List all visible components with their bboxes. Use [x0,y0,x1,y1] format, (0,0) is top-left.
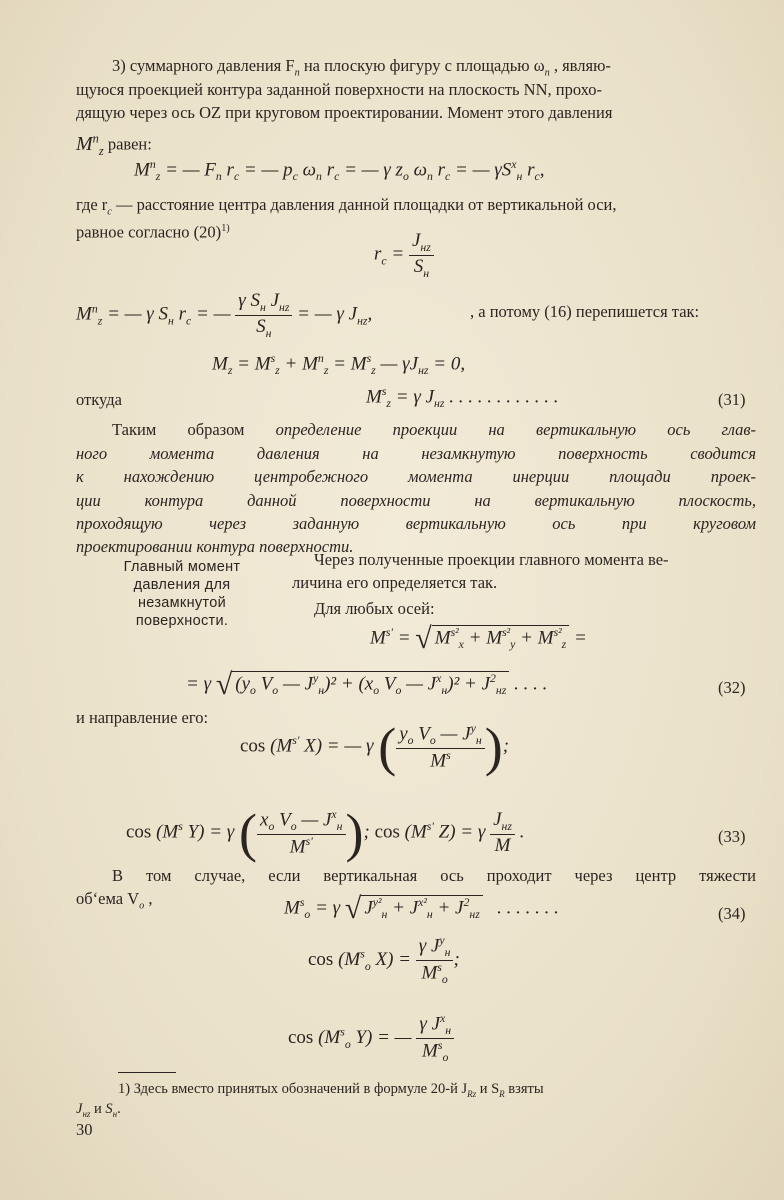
eq-number-32: (32) [718,678,746,697]
text-line-1: 3) суммарного давления $F_n$ на плоскую фигуру с площадью $\omega_n$ , являю- [112,56,611,79]
text-line-11: к нахождению центробежного момента инерции площади проек- [76,467,756,486]
text-line-12: ции контура данной поверхности на вертикальную плоскость, [76,491,756,510]
text-line-5: где $r_c$ — расстояние центра давления данной площадки от вертикальной оси, [76,195,617,218]
equation-moment-n: $M^n_z$ = — $F_n$ $r_c$ = — $p_c$ $\omega_n$ $r_c$ = — γ $z_o$ $\omega_n$ $r_c$ = — $\gamma S^x_н$ $r_c$, [134,158,545,184]
text-line-4: $M^n_z$ равен: [76,131,152,158]
equation-31: $M^s_z = \gamma$ $J_{нz}$ . . . . . . . . . . . . [366,385,559,411]
eq-number-33: (33) [718,827,746,846]
eq-number-34: (34) [718,904,746,923]
text-line-10: ного момента давления на незамкнутую поверхность сводится [76,444,756,463]
text-line-14: проектировании контура поверхности. [76,537,354,556]
text-line-18: и направление его: [76,708,209,727]
equation-cos-x: $\cos (M^{s'}$ X) = — γ ( $\frac{y_o V_o — J^y_н}{M^s}$ ); [240,717,510,777]
text-line-7: , а потому (16) перепишется так: [470,302,700,321]
eq-number-31: (31) [718,390,746,409]
equation-ms: $M^{s'}$ = √ $M^{s^2}_x + M^{s^2}_y + M^{s^2}_z$ = [370,622,587,655]
margin-heading: Главный момент давления для незамкнутой поверхности. [123,559,241,629]
equation-moment-n-2: $M^n_z$ = — γ $S_н$ $r_c$ = — $\frac{\gamma S_н J_{нz}}{S_н}$ = — γ $J_{нz}$, [76,290,373,340]
page-number: 30 [76,1120,93,1139]
text-line-17: Для любых осей: [314,599,435,618]
text-line-2: щуюся проекцией контура заданной поверхности на плоскость NN, прохо- [76,80,603,99]
footnote-line-2: $J_{нz}$ и $S_н$. [76,1101,121,1119]
equation-cos-mo-y: $\cos (M^s_o$ Y) = — $\frac{\gamma J^x_н}{M^s_o}$ [288,1012,454,1065]
text-line-8: откуда [76,390,122,409]
equation-mz: $M_z = M^s_z + M^n_z = M^s_z$ — $\gamma J_{нz} = 0$, [212,352,466,378]
equation-33: $\cos (M^s$ Y) = γ ( $\frac{x_o V_o — J^x_н}{M^{s'}}$ ); $\cos (M^{s'}$ Z) = γ $\frac{J_{нz}}{M}$ . [126,803,525,863]
text-line-9: Таким образом определение проекции на вертикальную ось глав- [112,420,757,439]
equation-34: $M^s_o = \gamma$ √ $J^{y^2}_н + J^{x^2}_н + J^2_{нz}$ . . . . . . . [284,892,559,925]
text-line-15: Через полученные проекции главного момента ве- [314,550,669,569]
text-line-3: дящую через ось OZ при круговом проектировании. Момент этого давления [76,103,613,122]
footnote-rule [118,1072,176,1073]
equation-rc: $r_c$ = $\frac{J_{нz}}{S_н}$ [374,230,434,281]
equation-cos-mo-x: $\cos (M^s_o$ X) = $\frac{\gamma J^y_н}{M^s_o}$ ; [308,934,460,987]
text-line-20: об‘ема $V_o$ , [76,889,153,912]
text-line-19: В том случае, если вертикальная ось проходит через центр тяжести [112,866,756,885]
text-line-16: личина его определяется так. [292,573,498,592]
text-line-13: проходящую через заданную вертикальную ось при круговом [76,514,756,533]
text-line-6: равное согласно $(20)^{1)}$ [76,222,230,242]
footnote-line-1: 1) Здесь вместо принятых обозначений в формуле 20-й $J_{Rz}$ и $S_R$ взяты [118,1081,544,1099]
equation-32: = γ √ ($y_o$ $V_o$ — $J^y_н)^2 + (x_o$ $V_o$ — $J^x_н)^2 + J^2_{нz}$ . . . . [186,668,548,701]
